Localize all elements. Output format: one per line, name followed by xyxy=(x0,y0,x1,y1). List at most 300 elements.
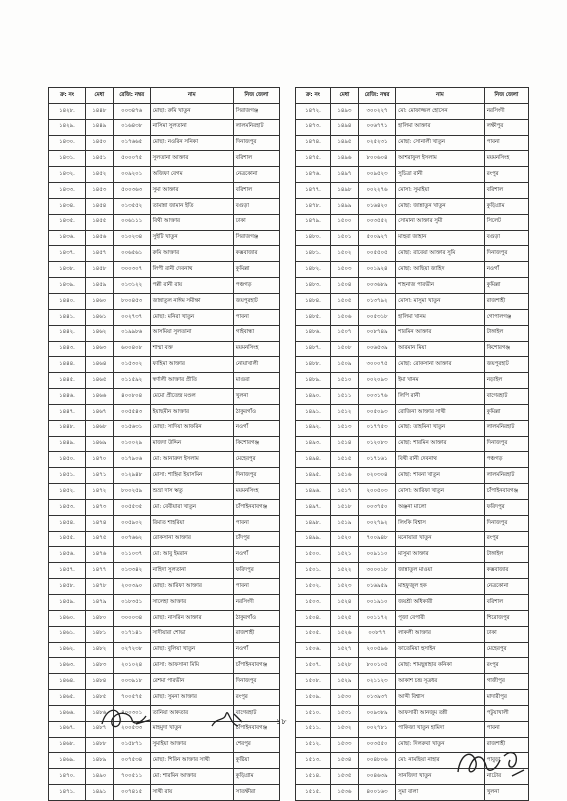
cell-reg-no: ০১৬৪৩৮ xyxy=(113,119,150,135)
cell-name: আসমিয়া সুলতানা xyxy=(150,325,233,341)
cell-reg-no: ০২১১২৩ xyxy=(358,674,395,690)
cell-merit: ১৪৮৩ xyxy=(85,658,113,674)
cell-reg-no: ৫০০৯২৭ xyxy=(358,230,395,246)
cell-merit: ১৪৬৬ xyxy=(85,389,113,405)
cell-reg-no: ০১৫৬৩১ xyxy=(113,420,150,436)
cell-serial: ১৪৩৫. xyxy=(49,214,86,230)
cell-serial: ১৪৪৮. xyxy=(49,420,86,436)
cell-name: অজিফা বেগম xyxy=(150,167,233,183)
cell-reg-no: ০০৬৫৬১ xyxy=(113,246,150,262)
cell-merit: ১৫০৯ xyxy=(330,357,358,373)
cell-name: মো: আবু ইমরান xyxy=(150,547,233,563)
cell-reg-no: ০২০৩০৪ xyxy=(358,468,395,484)
cell-name: মেমো প্রীতেন্দ্র মণ্ডল xyxy=(150,389,233,405)
cell-name: মোছা: শাবনা খাতুন xyxy=(396,468,485,484)
cell-merit: ১৪৭৯ xyxy=(85,595,113,611)
cell-district: নোয়াখালী xyxy=(233,357,279,373)
cell-merit: ১৫১৩ xyxy=(330,420,358,436)
table-row xyxy=(296,341,529,357)
cell-merit: ১৫০৮ xyxy=(330,341,358,357)
cell-district: রংপুর xyxy=(484,658,528,674)
column-header-district: নিজ জেলা xyxy=(484,88,528,104)
cell-serial: ১৫১৫. xyxy=(296,785,331,801)
cell-district: বরিশাল xyxy=(233,151,279,167)
cell-reg-no: ০০২২৭৬ xyxy=(358,183,395,199)
cell-serial: ১৪২৮. xyxy=(49,103,86,119)
column-header-name: নাম xyxy=(396,88,485,104)
cell-district: চাঁপাইনবাবগঞ্জ xyxy=(233,658,279,674)
cell-merit: ১৪৭৫ xyxy=(85,531,113,547)
cell-merit: ১৫৩২ xyxy=(330,721,358,737)
table-row xyxy=(296,151,529,167)
cell-reg-no: ৭০০৫১১ xyxy=(113,769,150,785)
cell-reg-no: ০০২০৯৩ xyxy=(358,373,395,389)
cell-district: দিনাজপুর xyxy=(233,135,279,151)
cell-district: গাইবান্ধা xyxy=(233,325,279,341)
table-row xyxy=(296,103,529,119)
cell-district: ঠাকুরগাঁও xyxy=(233,404,279,420)
cell-serial: ১৪৩১. xyxy=(49,151,86,167)
table-row xyxy=(296,579,529,595)
cell-merit: ১৪৬১ xyxy=(85,309,113,325)
cell-name: মোছা: রাবেয়া আক্তার সুমি xyxy=(396,246,485,262)
cell-name: আকাশ চন্দ্র সূত্রধর xyxy=(396,674,485,690)
cell-merit: ১৪৭৪ xyxy=(85,515,113,531)
cell-merit: ১৫২৪ xyxy=(330,595,358,611)
table-row xyxy=(49,579,280,595)
cell-district: রাজশাহী xyxy=(484,293,528,309)
cell-merit: ১৪৫০ xyxy=(85,135,113,151)
cell-name: মো: আনারুল ইসলাম xyxy=(150,452,233,468)
cell-merit: ১৪৬০ xyxy=(85,293,113,309)
cell-serial: ১৫১৪. xyxy=(296,769,331,785)
table-row xyxy=(49,357,280,373)
signature-1 xyxy=(96,700,156,736)
cell-district: কক্সবাজার xyxy=(233,246,279,262)
cell-district: সিলেট xyxy=(484,214,528,230)
cell-reg-no: ০২৫২৩১ xyxy=(358,135,395,151)
cell-name: লিপী রানী দেবনাথ xyxy=(150,262,233,278)
cell-merit: ১৪৭৮ xyxy=(85,579,113,595)
table-body-right xyxy=(296,103,529,800)
cell-district: কুষ্টিয়া xyxy=(233,753,279,769)
cell-merit: ১৪৯৩ xyxy=(330,103,358,119)
cell-serial: ১৪৭৩. xyxy=(296,119,331,135)
cell-name: রিমাত শাহরিয়া xyxy=(150,515,233,531)
cell-serial: ১৪৯৩. xyxy=(296,436,331,452)
table-row xyxy=(49,389,280,405)
cell-merit: ১৪৬৩ xyxy=(85,341,113,357)
cell-serial: ১৪৬৮. xyxy=(49,737,86,753)
table-row xyxy=(296,389,529,405)
cell-serial: ১৪৩০. xyxy=(49,135,86,151)
table-row xyxy=(49,563,280,579)
cell-serial: ১৪৫১. xyxy=(49,468,86,484)
merit-list-table-left xyxy=(48,87,280,801)
table-row xyxy=(296,499,529,515)
cell-reg-no: ০১৩৫৫২ xyxy=(113,198,150,214)
cell-district: নেত্রকোনা xyxy=(484,579,528,595)
cell-name: মোছা: রোকসানা আক্তার xyxy=(396,357,485,373)
cell-reg-no: ০১৩৩৪২ xyxy=(113,563,150,579)
table-row xyxy=(296,404,529,420)
cell-merit: ১৫২৮ xyxy=(330,658,358,674)
table-row xyxy=(296,119,529,135)
cell-district: ময়মনসিংহ xyxy=(233,341,279,357)
cell-reg-no: ৪০০১৬৩ xyxy=(358,785,395,801)
table-row xyxy=(296,278,529,294)
cell-serial: ১৪৭২. xyxy=(296,103,331,119)
cell-name: মাহুরা জাহান xyxy=(396,230,485,246)
cell-serial: ১৪৭৬. xyxy=(296,167,331,183)
cell-merit: ১৪৯৭ xyxy=(330,167,358,183)
cell-serial: ১৪৬৬. xyxy=(49,705,86,721)
table-row xyxy=(49,515,280,531)
cell-serial: ১৫০৩. xyxy=(296,595,331,611)
cell-serial: ১৪৯৬. xyxy=(296,484,331,500)
cell-merit: ১৫০১ xyxy=(330,230,358,246)
cell-merit: ১৪৮১ xyxy=(85,626,113,642)
table-row xyxy=(296,135,529,151)
cell-serial: ১৪৫৩. xyxy=(49,499,86,515)
cell-merit: ১৫১০ xyxy=(330,373,358,389)
cell-name: শাম্মা বক্ত xyxy=(150,341,233,357)
cell-district: কুড়িগ্রাম xyxy=(233,769,279,785)
cell-district: সাতক্ষীরা xyxy=(233,785,279,801)
cell-reg-no: ০০৫০৯৩ xyxy=(358,404,395,420)
cell-reg-no: ০০৩৬৮৯ xyxy=(358,278,395,294)
cell-name: মাহফুজুল হক xyxy=(396,579,485,595)
cell-serial: ১৪৩৭. xyxy=(49,246,86,262)
cell-merit: ১৪৮৮ xyxy=(85,737,113,753)
table-row xyxy=(49,151,280,167)
cell-name: মোসা: মাসুমা খাতুন xyxy=(396,293,485,309)
cell-serial: ১৫০৬. xyxy=(296,642,331,658)
cell-name: পূজা বেপারী xyxy=(396,610,485,626)
cell-district: লালমনিরহাট xyxy=(484,420,528,436)
cell-serial: ১৪৩৮. xyxy=(49,262,86,278)
cell-district: চাঁপাইনবাবগঞ্জ xyxy=(484,484,528,500)
cell-serial: ১৪৭৫. xyxy=(296,151,331,167)
cell-serial: ১৪৭৭. xyxy=(296,183,331,199)
cell-reg-no: ০১৭৯০৬ xyxy=(113,452,150,468)
column-header-reg-no: রেজি: নম্বর xyxy=(113,88,150,104)
cell-reg-no: ০১৬৯৫৯ xyxy=(358,579,395,595)
cell-name: মোছা: আরিফা আক্তার xyxy=(150,579,233,595)
table-row xyxy=(49,341,280,357)
table-row xyxy=(49,531,280,547)
cell-reg-no: ৬০০৪০৮ xyxy=(113,341,150,357)
cell-name: মনোয়ারা খাতুন xyxy=(396,531,485,547)
cell-district: ফরিদপুর xyxy=(484,499,528,515)
cell-reg-no: ০০৮৭৪৯ xyxy=(358,325,395,341)
cell-district: জয়পুরহাট xyxy=(484,357,528,373)
cell-merit: ১৫০৫ xyxy=(330,293,358,309)
cell-serial: ১৪৪২. xyxy=(49,325,86,341)
cell-reg-no: ০১২৯৪৮ xyxy=(113,468,150,484)
column-header-serial: ক্র: নং xyxy=(296,88,331,104)
cell-reg-no: ০১১০৩৭ xyxy=(113,547,150,563)
table-row xyxy=(49,230,280,246)
table-header-row xyxy=(296,88,529,104)
cell-district: কক্সবাজার xyxy=(484,563,528,579)
cell-reg-no: ০০৩৫৫২ xyxy=(358,214,395,230)
table-row xyxy=(49,325,280,341)
cell-merit: ১৪৮৯ xyxy=(85,753,113,769)
cell-reg-no: ৮০০৪৫৩ xyxy=(113,293,150,309)
cell-merit: ১৫১৪ xyxy=(330,436,358,452)
table-row xyxy=(296,167,529,183)
cell-name: সালেহা আক্তার xyxy=(150,595,233,611)
cell-merit: ১৫১১ xyxy=(330,389,358,405)
table-row xyxy=(296,721,529,737)
cell-merit: ১৪৭১ xyxy=(85,468,113,484)
cell-reg-no: ২০০৫০৩ xyxy=(358,484,395,500)
cell-name: ইয়াছমীন আক্তার xyxy=(150,404,233,420)
cell-reg-no: ০০৩৫৫০ xyxy=(358,737,395,753)
cell-name: লিংকি বিশ্বাস xyxy=(396,515,485,531)
cell-merit: ১৫১৯ xyxy=(330,515,358,531)
cell-district: রংপুর xyxy=(233,690,279,706)
cell-district: পাবুড়া xyxy=(484,753,528,769)
cell-serial: ১৪৮৫. xyxy=(296,309,331,325)
cell-name: মোসা: শাহিমা ইয়াসমিন xyxy=(150,468,233,484)
table-row xyxy=(49,626,280,642)
cell-reg-no: ০১৯৯৮৬ xyxy=(113,325,150,341)
cell-name: মো: মোফাজ্জল হোসেন xyxy=(396,103,485,119)
cell-reg-no: ২০০৩৯০ xyxy=(113,579,150,595)
cell-name: মোছা: শারমিন আক্তার xyxy=(396,436,485,452)
table-row xyxy=(296,325,529,341)
cell-merit: ১৪৮৪ xyxy=(85,674,113,690)
cell-district: সিরাজগঞ্জ xyxy=(233,230,279,246)
column-header-serial: ক্র: নং xyxy=(49,88,86,104)
cell-merit: ১৪৮৫ xyxy=(85,690,113,706)
cell-merit: ১৪৬৯ xyxy=(85,436,113,452)
cell-merit: ১৪৫৫ xyxy=(85,214,113,230)
cell-district: মেহেরপুর xyxy=(233,452,279,468)
table-row xyxy=(49,452,280,468)
cell-district: নওগাঁ xyxy=(233,547,279,563)
cell-name: মোছা: সোনালী খাতুন xyxy=(396,135,485,151)
cell-district: লালমনিরহাট xyxy=(233,119,279,135)
cell-serial: ১৪৮৩. xyxy=(296,278,331,294)
table-row xyxy=(296,373,529,389)
cell-reg-no: ০০৬৭৭১ xyxy=(358,119,395,135)
cell-name: মোছা: মনিরা খাতুন xyxy=(150,309,233,325)
table-row xyxy=(49,785,280,801)
table-row xyxy=(49,373,280,389)
cell-reg-no: ০১৫৮৭১ xyxy=(113,737,150,753)
cell-district: নওগাঁ xyxy=(233,420,279,436)
cell-reg-no: ০০৭৬৬২ xyxy=(113,531,150,547)
cell-district: বরিশাল xyxy=(484,595,528,611)
cell-district: বরিশাল xyxy=(484,183,528,199)
cell-reg-no: ০১৩৭৯২ xyxy=(358,293,395,309)
cell-reg-no: ৫০০৩৬৩ xyxy=(113,183,150,199)
cell-merit: ১৪৫৩ xyxy=(85,183,113,199)
cell-district: দিনাজপুর xyxy=(484,436,528,452)
cell-merit: ১৪৫৮ xyxy=(85,262,113,278)
cell-reg-no: ০০৬৫৩৯ xyxy=(358,341,395,357)
cell-reg-no: ০০৪৮০৬ xyxy=(358,753,395,769)
cell-reg-no: ৮০০২৫৯ xyxy=(113,484,150,500)
cell-name: মোছা: সাদিয়া আফরিন xyxy=(150,420,233,436)
cell-district: ময়মনসিংহ xyxy=(484,151,528,167)
cell-district: ঢাকা xyxy=(484,626,528,642)
table-row xyxy=(49,499,280,515)
table-row xyxy=(296,610,529,626)
cell-merit: ১৫৩০ xyxy=(330,690,358,706)
cell-merit: ১৪৯৫ xyxy=(330,135,358,151)
cell-name: আফসারী আনজুম তন্নী xyxy=(396,705,485,721)
table-row xyxy=(49,404,280,420)
cell-name: ফাহিমা আক্তার xyxy=(150,357,233,373)
cell-name: তানিয়া আকতার xyxy=(150,705,233,721)
cell-serial: ১৪৮২. xyxy=(296,262,331,278)
cell-name: রোজিনা আক্তার সাথী xyxy=(396,404,485,420)
cell-reg-no: ০১২০৮৩ xyxy=(358,436,395,452)
cell-name: মোছা: সুমনা আক্তার xyxy=(150,690,233,706)
signature-2 xyxy=(208,706,248,732)
cell-name: মোছা: রুমি খাতুন xyxy=(150,103,233,119)
table-row xyxy=(49,769,280,785)
cell-district: নওগাঁ xyxy=(233,642,279,658)
cell-name: তামান্না জামান ইতি xyxy=(150,198,233,214)
cell-merit: ১৪৫১ xyxy=(85,151,113,167)
cell-reg-no: ০০৮৭৭ xyxy=(358,626,395,642)
table-row xyxy=(296,674,529,690)
cell-merit: ১৪৬৫ xyxy=(85,373,113,389)
table-row xyxy=(296,183,529,199)
cell-merit: ১৫১৮ xyxy=(330,499,358,515)
cell-serial: ১৫০৯. xyxy=(296,690,331,706)
cell-merit: ১৪৯৪ xyxy=(330,119,358,135)
cell-district: দিনাজপুর xyxy=(484,246,528,262)
table-row xyxy=(49,658,280,674)
cell-merit: ১৫১৬ xyxy=(330,468,358,484)
cell-name: আরমান মিয়া xyxy=(396,341,485,357)
table-row xyxy=(49,214,280,230)
table-row xyxy=(49,642,280,658)
cell-name: মোছা: বুলিয়া খাতুন xyxy=(150,642,233,658)
cell-reg-no: ০১৩৯৩৭ xyxy=(358,690,395,706)
cell-serial: ১৪৫৬. xyxy=(49,547,86,563)
cell-name: শাহনাজ পারভীন xyxy=(396,278,485,294)
cell-name: মোছা: তাহমিনা খাতুন xyxy=(396,420,485,436)
cell-reg-no: ০১৭৭৫৩ xyxy=(358,420,395,436)
cell-serial: ১৪৫৯. xyxy=(49,595,86,611)
cell-serial: ১৪৫২. xyxy=(49,484,86,500)
cell-merit: ১৫৩৫ xyxy=(330,769,358,785)
cell-merit: ১৪৭০ xyxy=(85,452,113,468)
cell-merit: ১৪৬৪ xyxy=(85,357,113,373)
cell-name: রেশমা পারভীন xyxy=(150,674,233,690)
cell-merit: ১৪৯৮ xyxy=(330,183,358,199)
cell-merit: ১৫২২ xyxy=(330,563,358,579)
table-row xyxy=(296,198,529,214)
cell-district: পাবনা xyxy=(233,579,279,595)
cell-reg-no: ০১০২৩৪ xyxy=(113,230,150,246)
cell-name: অঞ্জনা মালো xyxy=(396,499,485,515)
cell-name: রুমি আক্তার xyxy=(150,246,233,262)
cell-district: কুমিল্লা xyxy=(484,278,528,294)
cell-reg-no: ৩০০৩০৭ xyxy=(113,262,150,278)
cell-district: শিরোজপুর xyxy=(484,610,528,626)
cell-district: কিশোরগঞ্জ xyxy=(484,341,528,357)
cell-serial: ১৪৫৫. xyxy=(49,531,86,547)
cell-district: কুড়িগ্রাম xyxy=(484,198,528,214)
cell-name: বিথী রানী দেবনাথ xyxy=(396,452,485,468)
cell-district: চাঁপাইনবাবগঞ্জ xyxy=(233,499,279,515)
table-row xyxy=(49,468,280,484)
cell-merit: ১৪৫৬ xyxy=(85,230,113,246)
cell-serial: ১৪৯২. xyxy=(296,420,331,436)
cell-district: পাবনা xyxy=(233,515,279,531)
cell-name: সাথী রায় xyxy=(150,785,233,801)
cell-serial: ১৪৮০. xyxy=(296,230,331,246)
cell-district: নওগাঁ xyxy=(484,262,528,278)
table-row xyxy=(49,674,280,690)
cell-name: মোসা: সুমাইয়া xyxy=(396,183,485,199)
cell-reg-no: ০০৯১১০ xyxy=(358,547,395,563)
table-row xyxy=(49,547,280,563)
cell-district: রংপুর xyxy=(484,531,528,547)
cell-district: বগুড়া xyxy=(484,230,528,246)
cell-merit: ১৪৯০ xyxy=(85,769,113,785)
cell-reg-no: ৩০০২২৭ xyxy=(358,103,395,119)
cell-merit: ১৪৭২ xyxy=(85,484,113,500)
table-row xyxy=(296,531,529,547)
cell-name: মোছা: নওরিন সনিকা xyxy=(150,135,233,151)
cell-serial: ১৪৩৬. xyxy=(49,230,86,246)
cell-name: জান্নাতুল মাওয়া xyxy=(396,563,485,579)
cell-name: মোসা: আফসানা মিমি xyxy=(150,658,233,674)
cell-merit: ১৫৩৬ xyxy=(330,785,358,801)
table-row xyxy=(296,357,529,373)
table-row xyxy=(296,293,529,309)
cell-reg-no: ০০১৯২৪ xyxy=(358,262,395,278)
cell-name: মোছা: দিলরুবা খাতুন xyxy=(396,737,485,753)
cell-reg-no: ০০২৭৯২ xyxy=(358,515,395,531)
cell-reg-no: ০১১৫৯২ xyxy=(113,373,150,389)
cell-name: লিপি রানী xyxy=(396,389,485,405)
cell-merit: ১৫৩৪ xyxy=(330,753,358,769)
cell-serial: ১৪৮৬. xyxy=(296,325,331,341)
table-row xyxy=(296,452,529,468)
cell-name: মোছা: শিরিন আক্তার সাথী xyxy=(150,753,233,769)
cell-reg-no: ০০৪৬৩৯ xyxy=(358,769,395,785)
table-row xyxy=(296,484,529,500)
table-row xyxy=(49,119,280,135)
cell-district: পঞ্চগড় xyxy=(233,278,279,294)
cell-reg-no: ২০০৫৯৬ xyxy=(358,642,395,658)
cell-merit: ১৫২৯ xyxy=(330,674,358,690)
table-row xyxy=(49,278,280,294)
cell-reg-no: ০০৯২০১ xyxy=(113,167,150,183)
cell-serial: ১৪২৯. xyxy=(49,119,86,135)
table-row xyxy=(49,198,280,214)
cell-district: শেরপুর xyxy=(233,737,279,753)
cell-district: টাঙ্গাইল xyxy=(484,547,528,563)
page-number: ১৮ xyxy=(276,717,287,726)
cell-district: নরসিংদী xyxy=(233,595,279,611)
cell-name: সুমাইয়া আক্তার xyxy=(150,737,233,753)
cell-merit: ১৪৭৬ xyxy=(85,547,113,563)
cell-reg-no: ০০৫৩১৮ xyxy=(358,309,395,325)
cell-reg-no: ০০৫৫৩৫ xyxy=(113,499,150,515)
cell-district: লক্ষীপুর xyxy=(484,119,528,135)
